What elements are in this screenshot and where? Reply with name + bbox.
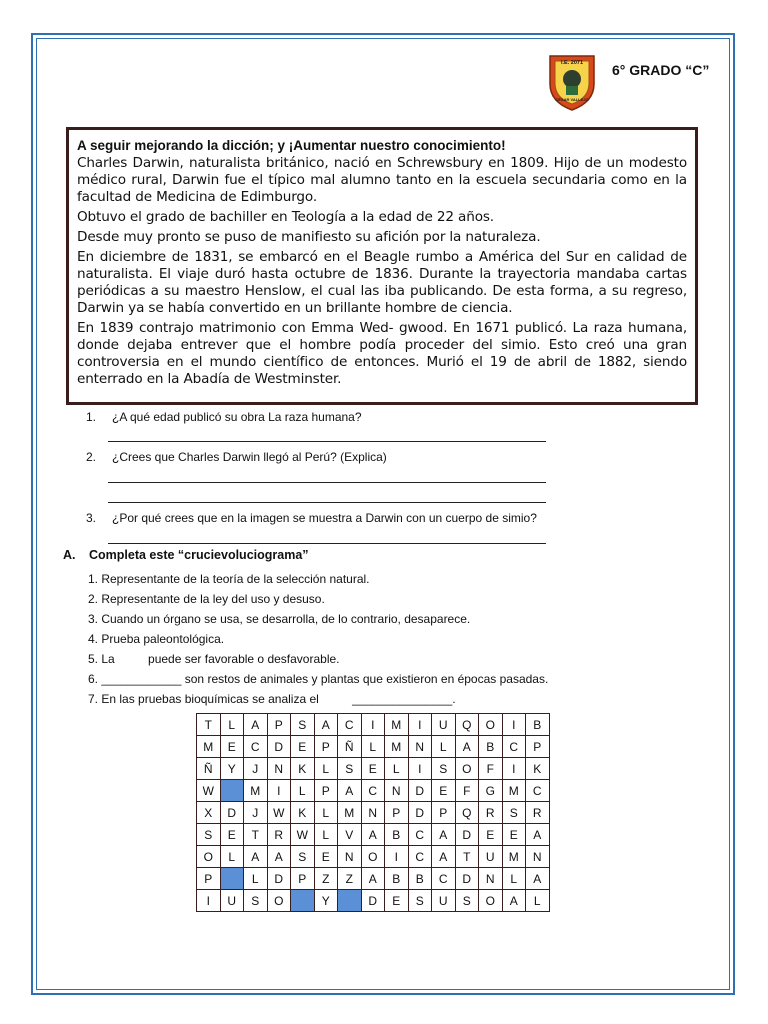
grid-cell[interactable]: R (526, 802, 550, 824)
grid-cell[interactable]: P (197, 868, 221, 890)
grid-cell[interactable]: G (479, 780, 503, 802)
question-number: 3. (86, 511, 97, 525)
grid-cell[interactable]: Z (314, 868, 338, 890)
grid-cell[interactable]: E (385, 890, 409, 912)
question-2 (86, 450, 387, 464)
grid-cell[interactable]: I (197, 890, 221, 912)
grid-row (197, 802, 550, 824)
grid-cell[interactable]: S (408, 890, 432, 912)
reading-title: A seguir mejorando la dicción; y ¡Aumentar nuestro conocimiento! (77, 138, 506, 153)
grid-cell[interactable]: P (432, 802, 456, 824)
clue-1: 1. Representante de la teoría de la selección natural. (88, 572, 370, 586)
clue-6: 6. ____________ son restos de animales y plantas que existieron en épocas pasadas. (88, 672, 549, 686)
grid-cell[interactable]: A (361, 868, 385, 890)
grid-cell[interactable]: U (432, 714, 456, 736)
grid-cell[interactable]: A (526, 868, 550, 890)
grid-cell[interactable]: I (361, 714, 385, 736)
grid-cell[interactable]: O (455, 758, 479, 780)
grid-cell[interactable]: C (432, 868, 456, 890)
grid-row (197, 868, 550, 890)
grid-cell[interactable]: S (291, 714, 315, 736)
grid-cell[interactable]: E (314, 846, 338, 868)
grid-cell[interactable]: M (197, 736, 221, 758)
grid-cell[interactable]: N (338, 846, 362, 868)
grid-cell[interactable]: S (502, 802, 526, 824)
grid-cell[interactable]: I (502, 714, 526, 736)
grid-cell-highlighted[interactable] (338, 890, 362, 912)
grid-row (197, 846, 550, 868)
grid-cell[interactable]: S (197, 824, 221, 846)
grid-cell[interactable]: T (244, 824, 268, 846)
reading-paragraph: Obtuvo el grado de bachiller en Teología a la edad de 22 años. (77, 209, 494, 225)
grid-cell[interactable]: Q (455, 802, 479, 824)
grid-cell[interactable]: K (526, 758, 550, 780)
grid-cell[interactable]: B (479, 736, 503, 758)
grid-cell[interactable]: X (197, 802, 221, 824)
grid-cell[interactable]: B (526, 714, 550, 736)
grid-cell[interactable]: M (385, 714, 409, 736)
grid-cell[interactable]: E (220, 736, 244, 758)
grid-cell[interactable]: B (385, 824, 409, 846)
section-letter: A. (63, 548, 76, 562)
answer-line[interactable] (108, 543, 546, 544)
grid-cell-highlighted[interactable] (220, 780, 244, 802)
grid-cell[interactable]: I (502, 758, 526, 780)
grid-cell[interactable]: P (291, 868, 315, 890)
question-1 (86, 410, 362, 424)
grid-cell[interactable]: T (455, 846, 479, 868)
grid-cell[interactable]: D (267, 736, 291, 758)
section-title (63, 548, 309, 562)
grid-cell[interactable]: T (197, 714, 221, 736)
grid-cell[interactable]: M (338, 802, 362, 824)
grid-cell[interactable]: P (385, 802, 409, 824)
grid-cell[interactable]: B (408, 868, 432, 890)
logo-bottom-text: CÉSAR VALLEJO (555, 97, 589, 102)
clue-3: 3. Cuando un órgano se usa, se desarrolla, de lo contrario, desaparece. (88, 612, 471, 626)
grid-cell[interactable]: L (385, 758, 409, 780)
grid-cell[interactable]: E (291, 736, 315, 758)
question-number: 2. (86, 450, 97, 464)
grid-cell[interactable]: C (408, 824, 432, 846)
grid-cell[interactable]: U (479, 846, 503, 868)
grid-cell[interactable]: A (455, 736, 479, 758)
logo-top-text: I.E. 2071 (560, 60, 584, 66)
grid-cell[interactable]: L (291, 780, 315, 802)
grid-cell[interactable]: W (197, 780, 221, 802)
grid-cell[interactable]: L (502, 868, 526, 890)
grid-cell[interactable]: M (502, 780, 526, 802)
grid-cell[interactable]: O (479, 890, 503, 912)
question-text: ¿Crees que Charles Darwin llegó al Perú? (Explica) (112, 450, 387, 464)
grid-cell[interactable]: I (385, 846, 409, 868)
grid-row (197, 758, 550, 780)
grid-cell[interactable]: U (432, 890, 456, 912)
grid-cell[interactable]: F (479, 758, 503, 780)
grid-cell[interactable]: J (244, 802, 268, 824)
grid-cell[interactable]: R (479, 802, 503, 824)
answer-line[interactable] (108, 502, 546, 503)
grid-cell[interactable]: N (267, 758, 291, 780)
grid-cell[interactable]: M (385, 736, 409, 758)
grid-cell[interactable]: L (432, 736, 456, 758)
grid-cell[interactable]: K (291, 802, 315, 824)
grid-cell[interactable]: D (267, 868, 291, 890)
grid-cell[interactable]: A (244, 846, 268, 868)
grid-cell[interactable]: A (432, 846, 456, 868)
grid-cell[interactable]: Ñ (197, 758, 221, 780)
grid-cell[interactable]: L (220, 846, 244, 868)
grid-cell[interactable]: Z (338, 868, 362, 890)
grid-cell[interactable]: M (244, 780, 268, 802)
grid-cell-highlighted[interactable] (220, 868, 244, 890)
grid-cell[interactable]: N (361, 802, 385, 824)
grid-cell[interactable]: A (502, 890, 526, 912)
grid-cell[interactable]: N (526, 846, 550, 868)
grid-cell-highlighted[interactable] (291, 890, 315, 912)
grid-row (197, 890, 550, 912)
grid-cell[interactable]: O (197, 846, 221, 868)
grid-cell[interactable]: C (338, 714, 362, 736)
grid-cell[interactable]: D (408, 780, 432, 802)
question-text: ¿Por qué crees que en la imagen se muestra a Darwin con un cuerpo de simio? (112, 511, 537, 525)
grid-cell[interactable]: C (502, 736, 526, 758)
grid-cell[interactable]: L (361, 736, 385, 758)
grid-cell[interactable]: A (432, 824, 456, 846)
grid-cell[interactable]: I (408, 758, 432, 780)
reading-box (66, 127, 698, 405)
grid-cell[interactable]: D (408, 802, 432, 824)
grid-cell[interactable]: J (244, 758, 268, 780)
grid-cell[interactable]: F (455, 780, 479, 802)
grid-row (197, 714, 550, 736)
grid-cell[interactable]: Q (455, 714, 479, 736)
grid-cell[interactable]: P (526, 736, 550, 758)
reading-paragraph: En diciembre de 1831, se embarcó en el Beagle rumbo a América del Sur en calidad de naturalista. El viaje duró hasta octubre de 1836. Durante la trayectoria mandaba cartas periódicas a su maestro Henslow, el cual las iba publicando. De esta forma, a su regreso, Darwin ya se había convertido en un brillante hombre de ciencia. (77, 249, 687, 316)
grid-cell[interactable]: B (385, 868, 409, 890)
grid-cell[interactable]: O (361, 846, 385, 868)
school-crest-icon (546, 52, 598, 112)
grid-cell[interactable]: D (455, 824, 479, 846)
grid-cell[interactable]: L (314, 802, 338, 824)
grid-cell[interactable]: L (220, 714, 244, 736)
grid-cell[interactable]: W (267, 802, 291, 824)
grid-cell[interactable]: K (291, 758, 315, 780)
section-title-text: Completa este “crucievoluciograma” (89, 548, 309, 562)
grid-cell[interactable]: N (408, 736, 432, 758)
grid-cell[interactable]: E (220, 824, 244, 846)
grid-cell[interactable]: A (361, 824, 385, 846)
grid-cell[interactable]: D (455, 868, 479, 890)
grid-cell[interactable]: A (267, 846, 291, 868)
grid-cell[interactable]: D (220, 802, 244, 824)
grid-cell[interactable]: S (244, 890, 268, 912)
grid-row (197, 824, 550, 846)
grid-cell[interactable]: S (338, 758, 362, 780)
answer-line[interactable] (108, 482, 546, 483)
grid-cell[interactable]: P (267, 714, 291, 736)
grid-cell[interactable]: C (361, 780, 385, 802)
grid-cell[interactable]: E (479, 824, 503, 846)
grid-cell[interactable]: A (338, 780, 362, 802)
grid-cell[interactable]: L (244, 868, 268, 890)
grid-cell[interactable]: C (244, 736, 268, 758)
grid-cell[interactable]: C (526, 780, 550, 802)
grid-cell[interactable]: O (267, 890, 291, 912)
grid-cell[interactable]: Y (220, 758, 244, 780)
grid-cell[interactable]: L (314, 824, 338, 846)
grid-row (197, 780, 550, 802)
grid-cell[interactable]: N (479, 868, 503, 890)
grade-label: 6° GRADO “C” (612, 62, 710, 78)
question-number: 1. (86, 410, 97, 424)
question-text: ¿A qué edad publicó su obra La raza humana? (112, 410, 362, 424)
grid-cell[interactable]: L (526, 890, 550, 912)
grid-cell[interactable]: S (291, 846, 315, 868)
grid-cell[interactable]: M (502, 846, 526, 868)
reading-paragraph: En 1839 contrajo matrimonio con Emma Wed- gwood. En 1671 publicó. La raza humana, donde dejaba entrever que el hombre podía proceder del simio. Esto creó una gran controversia en el mundo científico de entonces. Murió el 19 de abril de 1882, siendo enterrado en la Abadía de Westminster. (77, 320, 687, 387)
grid-cell[interactable]: S (432, 758, 456, 780)
grid-cell[interactable]: D (361, 890, 385, 912)
grid-cell[interactable]: A (526, 824, 550, 846)
grid-cell[interactable]: C (408, 846, 432, 868)
reading-paragraph: Desde muy pronto se puso de manifiesto su afición por la naturaleza. (77, 229, 541, 245)
grid-cell[interactable]: S (455, 890, 479, 912)
grid-cell[interactable]: V (338, 824, 362, 846)
grid-cell[interactable]: W (291, 824, 315, 846)
answer-line[interactable] (108, 441, 546, 442)
grid-cell[interactable]: I (267, 780, 291, 802)
grid-cell[interactable]: Ñ (338, 736, 362, 758)
grid-cell[interactable]: L (314, 758, 338, 780)
grid-cell[interactable]: A (244, 714, 268, 736)
word-search-grid (196, 713, 550, 912)
grid-cell[interactable]: U (220, 890, 244, 912)
grid-cell[interactable]: O (479, 714, 503, 736)
grid-row (197, 736, 550, 758)
grid-cell[interactable]: P (314, 736, 338, 758)
grid-cell[interactable]: R (267, 824, 291, 846)
grid-cell[interactable]: Y (314, 890, 338, 912)
grid-cell[interactable]: E (361, 758, 385, 780)
grid-cell[interactable]: A (314, 714, 338, 736)
clue-5: 5. La puede ser favorable o desfavorable. (88, 652, 340, 666)
grid-cell[interactable]: N (385, 780, 409, 802)
clue-2: 2. Representante de la ley del uso y desuso. (88, 592, 325, 606)
clue-7: 7. En las pruebas bioquímicas se analiza el _______________. (88, 692, 456, 706)
question-3 (86, 511, 537, 525)
grid-cell[interactable]: E (502, 824, 526, 846)
clue-4: 4. Prueba paleontológica. (88, 632, 225, 646)
grid-cell[interactable]: P (314, 780, 338, 802)
reading-paragraph: Charles Darwin, naturalista británico, nació en Schrewsbury en 1809. Hijo de un modesto médico rural, Darwin fue el típico mal alumno tanto en la escuela secundaria como en la facultad de Medicina de Edimburgo. (77, 155, 687, 205)
grid-cell[interactable]: E (432, 780, 456, 802)
grid-cell[interactable]: I (408, 714, 432, 736)
